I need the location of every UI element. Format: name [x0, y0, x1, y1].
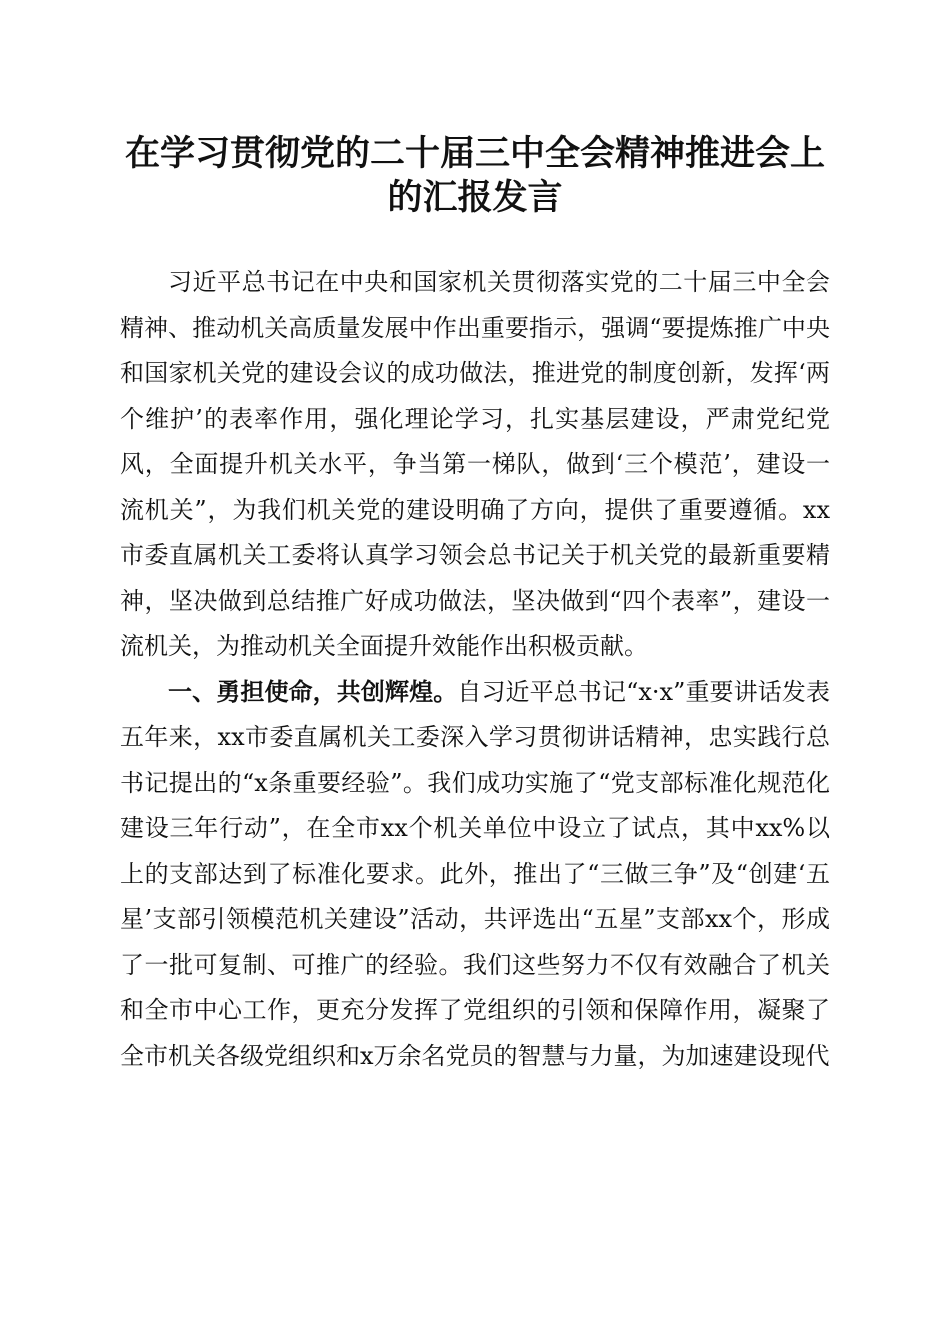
section-1-heading: 一、勇担使命，共创辉煌。 — [168, 677, 458, 706]
paragraph-section-1 — [120, 670, 830, 1080]
document-body — [120, 260, 830, 1079]
title-line-2: 的汇报发言 — [387, 177, 563, 218]
title-line-1: 在学习贯彻党的二十届三中全会精神推进会上 — [124, 133, 825, 174]
section-1-text: 自习近平总书记“x·x”重要讲话发表五年来，xx市委直属机关工委深入学习贯彻讲话精神，忠实践行总书记提出的“x条重要经验”。我们成功实施了“党支部标准化规范化建设三年行动”，在全市xx个机关单位中设立了试点，其中xx%以上的支部达到了标准化要求。此外，推出了“三做三争”及“创建‘五星’支部引领模范机关建设”活动，共评选出“五星”支部xx个，形成了一批可复制、可推广的经验。我们这些努力不仅有效融合了机关和全市中心工作，更充分发挥了党组织的引领和保障作用，凝聚了全市机关各级党组织和x万余名党员的智慧与力量，为加速建设现代 — [120, 677, 830, 1070]
document-title — [100, 132, 850, 220]
paragraph-intro: 习近平总书记在中央和国家机关贯彻落实党的二十届三中全会精神、推动机关高质量发展中作出重要指示，强调“要提炼推广中央和国家机关党的建设会议的成功做法，推进党的制度创新，发挥‘两个维护’的表率作用，强化理论学习，扎实基层建设，严肃党纪党风，全面提升机关水平，争当第一梯队，做到‘三个模范’，建设一流机关”，为我们机关党的建设明确了方向，提供了重要遵循。xx市委直属机关工委将认真学习领会总书记关于机关党的最新重要精神，坚决做到总结推广好成功做法，坚决做到“四个表率”，建设一流机关，为推动机关全面提升效能作出积极贡献。 — [120, 268, 830, 660]
